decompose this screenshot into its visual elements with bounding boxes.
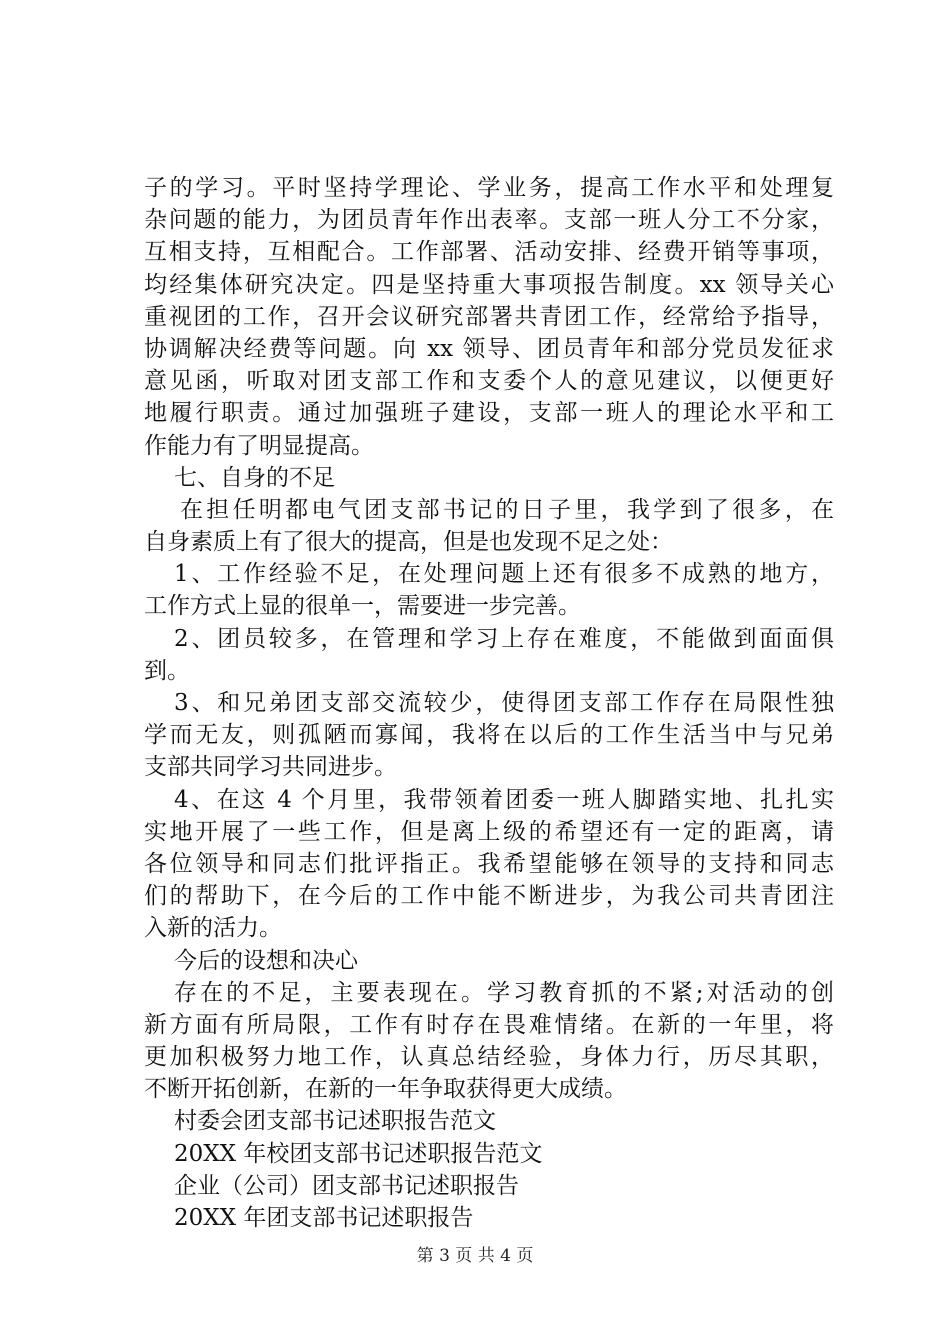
paragraph-line: 新方面有所局限，工作有时存在畏难情绪。在新的一年里，将 (144, 1011, 834, 1038)
list-item-line: 工作方式上显的很单一，需要进一步完善。 (144, 593, 581, 620)
paragraph-line: 不断开拓创新，在新的一年争取获得更大成绩。 (144, 1076, 627, 1103)
list-item-line: 3、和兄弟团支部交流较少，使得团支部工作存在局限性独 (174, 690, 834, 716)
paragraph-line: 作能力有了明显提高。 (144, 432, 374, 459)
related-link[interactable]: 村委会团支部书记述职报告范文 (174, 1108, 496, 1135)
paragraph-line: 存在的不足，主要表现在。学习教育抓的不紧;对活动的创 (174, 979, 834, 1006)
paragraph-line: 协调解决经费等问题。向 xx 领导、团员青年和部分党员发征求 (144, 335, 834, 362)
paragraph-line: 意见函，听取对团支部工作和支委个人的意见建议，以便更好 (144, 368, 834, 395)
list-item-line: 到。 (144, 657, 190, 684)
list-item-line: 支部共同学习共同进步。 (144, 754, 397, 781)
paragraph-line: 互相支持，互相配合。工作部署、活动安排、经费开销等事项， (144, 239, 834, 266)
paragraph-line: 均经集体研究决定。四是坚持重大事项报告制度。xx 领导关心 (144, 271, 834, 298)
paragraph-line: 杂问题的能力，为团员青年作出表率。支部一班人分工不分家， (144, 207, 834, 234)
list-item-line: 学而无友，则孤陋而寡闻，我将在以后的工作生活当中与兄弟 (144, 722, 834, 749)
paragraph-line: 子的学习。平时坚持学理论、学业务，提高工作水平和处理复 (144, 175, 834, 201)
related-link[interactable]: 20XX 年团支部书记述职报告 (174, 1205, 474, 1231)
paragraph-line: 更加积极努力地工作，认真总结经验，身体力行，历尽其职， (144, 1044, 834, 1071)
list-item-line: 各位领导和同志们批评指正。我希望能够在领导的支持和同志 (144, 850, 834, 877)
paragraph-line: 自身素质上有了很大的提高，但是也发现不足之处： (144, 529, 673, 556)
list-item-line: 入新的活力。 (144, 915, 282, 942)
list-item-line: 2、团员较多，在管理和学习上存在难度，不能做到面面俱 (174, 625, 834, 652)
list-item-line: 们的帮助下，在今后的工作中能不断进步，为我公司共青团注 (144, 883, 834, 910)
list-item-line: 1、工作经验不足，在处理问题上还有很多不成熟的地方， (174, 561, 834, 588)
page-footer: 第 3 页 共 4 页 (416, 1246, 534, 1266)
document-body (144, 172, 834, 1234)
section-heading: 今后的设想和决心 (174, 947, 358, 974)
section-heading: 七、自身的不足 (174, 464, 335, 491)
list-item-line: 实地开展了一些工作，但是离上级的希望还有一定的距离，请 (144, 818, 834, 845)
related-link[interactable]: 企业（公司）团支部书记述职报告 (174, 1172, 519, 1199)
related-link[interactable]: 20XX 年校团支部书记述职报告范文 (174, 1140, 543, 1167)
paragraph-line: 重视团的工作，召开会议研究部署共青团工作，经常给予指导， (144, 303, 834, 330)
list-item-line: 4、在这 4 个月里，我带领着团委一班人脚踏实地、扎扎实 (174, 786, 834, 813)
paragraph-line: 地履行职责。通过加强班子建设，支部一班人的理论水平和工 (144, 400, 834, 427)
paragraph-line: 在担任明都电气团支部书记的日子里，我学到了很多，在 (180, 496, 834, 523)
